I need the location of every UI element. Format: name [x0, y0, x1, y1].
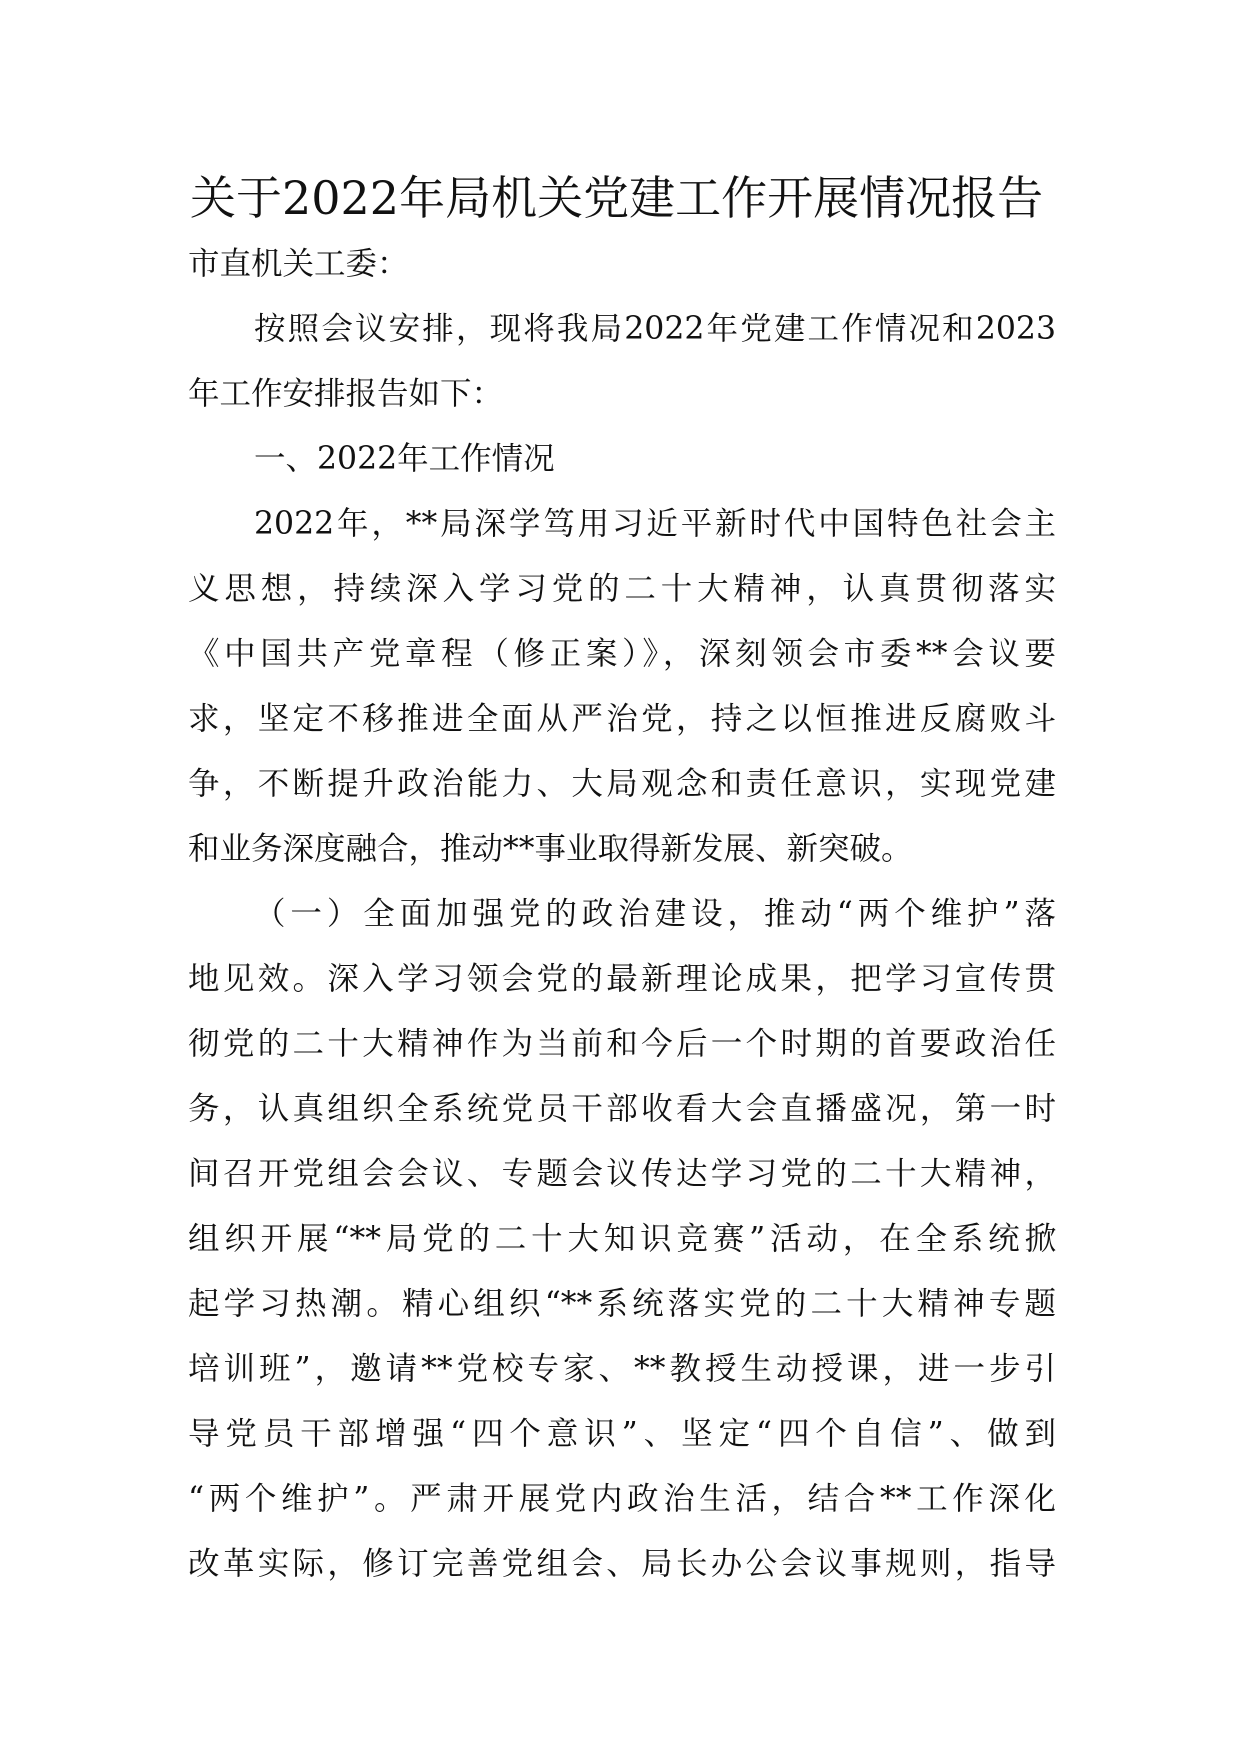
text-line: 导党员干部增强“四个意识”、坚定“四个自信”、做到	[188, 1416, 1056, 1452]
text-line: 义思想，持续深入学习党的二十大精神，认真贯彻落实	[188, 571, 1056, 607]
text-line: “两个维护”。严肃开展党内政治生活，结合**工作深化	[188, 1481, 1056, 1517]
text-line: 一、2022年工作情况	[254, 441, 555, 477]
addressee: 市直机关工委：	[188, 246, 409, 282]
text-line: 起学习热潮。精心组织“**系统落实党的二十大精神专题	[188, 1286, 1056, 1322]
text-line: 务，认真组织全系统党员干部收看大会直播盛况，第一时	[188, 1091, 1056, 1127]
text-line: 和业务深度融合，推动**事业取得新发展、新突破。	[188, 831, 913, 867]
text-line: 按照会议安排，现将我局2022年党建工作情况和2023	[254, 311, 1056, 347]
text-line: 求，坚定不移推进全面从严治党，持之以恒推进反腐败斗	[188, 701, 1056, 737]
text-line: 地见效。深入学习领会党的最新理论成果，把学习宣传贯	[188, 961, 1056, 997]
text-line: 间召开党组会会议、专题会议传达学习党的二十大精神，	[188, 1156, 1056, 1192]
text-line: （一）全面加强党的政治建设，推动“两个维护”落	[254, 896, 1056, 932]
paragraph-lines	[188, 297, 1056, 1597]
text-line: 争，不断提升政治能力、大局观念和责任意识，实现党建	[188, 766, 1056, 802]
text-line: 改革实际，修订完善党组会、局长办公会议事规则，指导	[188, 1546, 1056, 1582]
text-line: 年工作安排报告如下：	[188, 376, 504, 412]
text-line: 《中国共产党章程（修正案）》，深刻领会市委**会议要	[188, 636, 1056, 672]
text-line: 培训班”，邀请**党校专家、**教授生动授课，进一步引	[188, 1351, 1056, 1387]
document-body	[188, 232, 1056, 1597]
text-line: 组织开展“**局党的二十大知识竞赛”活动，在全系统掀	[188, 1221, 1056, 1257]
text-line: 彻党的二十大精神作为当前和今后一个时期的首要政治任	[188, 1026, 1056, 1062]
document-title: 关于2022年局机关党建工作开展情况报告	[190, 171, 1044, 225]
text-line: 2022年，**局深学笃用习近平新时代中国特色社会主	[254, 506, 1056, 542]
